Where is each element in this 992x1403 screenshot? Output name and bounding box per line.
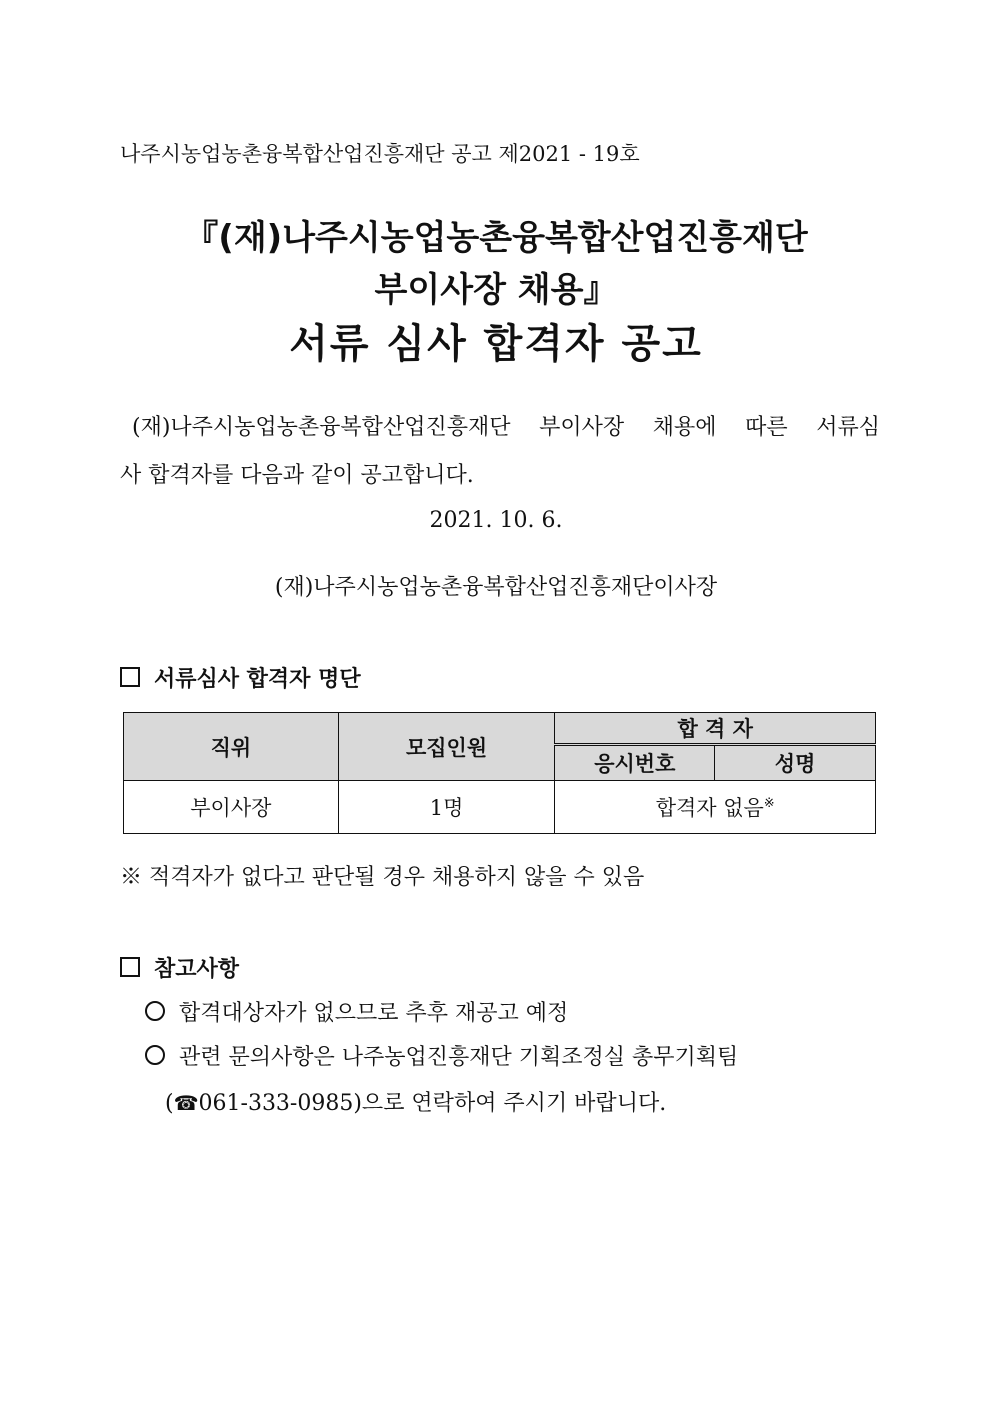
phone-icon: ☎ (173, 1091, 199, 1115)
issuer: (재)나주시농업농촌융복합산업진흥재단이사장 (274, 575, 718, 600)
cell-result (555, 781, 876, 834)
notice-date: 2021. 10. 6. (429, 508, 563, 533)
note-item-1 (145, 996, 568, 1027)
title-line-3: 서류 심사 합격자 공고 (289, 321, 703, 367)
header-passers: 합 격 자 (555, 713, 876, 745)
section-heading-passers (120, 662, 361, 693)
header-recruit-count: 모집인원 (338, 713, 555, 781)
circle-bullet-icon (145, 1045, 165, 1065)
section-heading-notes (120, 952, 239, 983)
table-row (124, 781, 876, 834)
header-exam-number: 응시번호 (555, 745, 715, 781)
note-item-text: 관련 문의사항은 나주농업진흥재단 기획조정실 총무기획팀 (179, 1045, 739, 1070)
footnote: ※ 적격자가 없다고 판단될 경우 채용하지 않을 수 있음 (120, 865, 645, 890)
checkbox-square-icon (120, 957, 140, 977)
contact-text: 061-333-0985)으로 연락하여 주시기 바랍니다. (198, 1091, 667, 1116)
title-line-1: 『(재)나주시농업농촌융복합산업진흥재단 (184, 218, 808, 258)
notice-number: 나주시농업농촌융복합산업진흥재단 공고 제2021 - 19호 (120, 142, 640, 166)
cell-recruit-count: 1명 (338, 781, 555, 834)
section-title: 참고사항 (154, 957, 240, 982)
header-position: 직위 (124, 713, 339, 781)
result-text: 합격자 없음 (655, 796, 764, 820)
title-line-2: 부이사장 채용』 (374, 270, 618, 310)
result-footnote-mark: ※ (763, 796, 775, 811)
circle-bullet-icon (145, 1001, 165, 1021)
header-name: 성명 (715, 745, 876, 781)
cell-position: 부이사장 (124, 781, 339, 834)
paren-open: ( (165, 1091, 174, 1116)
intro-line-2: 사 합격자를 다음과 같이 공고합니다. (120, 463, 474, 488)
note-item-text: 합격대상자가 없으므로 추후 재공고 예정 (179, 1001, 569, 1026)
passers-table (123, 712, 876, 834)
checkbox-square-icon (120, 667, 140, 687)
section-title: 서류심사 합격자 명단 (154, 667, 361, 692)
intro-line-1: (재)나주시농업농촌융복합산업진흥재단 부이사장 채용에 따른 서류심 (132, 415, 880, 440)
note-item-2-continued (165, 1086, 666, 1117)
note-item-2 (145, 1040, 738, 1071)
